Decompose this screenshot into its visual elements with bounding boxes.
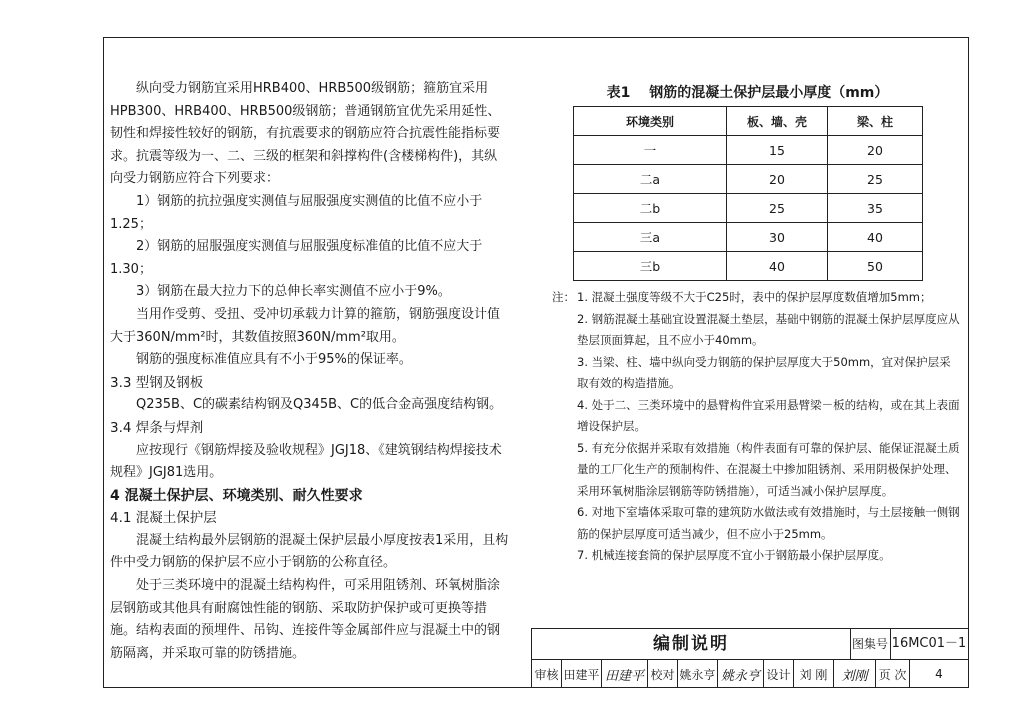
cell-env: 二b xyxy=(574,194,727,223)
heading-4: 4 混凝土保护层、环境类别、耐久性要求 xyxy=(110,487,363,504)
table-row xyxy=(574,194,923,223)
note-item: 6. 对地下室墙体采取可靠的建筑防水做法或有效措施时，与土层接触一侧钢筋的保护层厚度可适当减少，但不应小于25mm。 xyxy=(577,505,960,541)
heading-3-3: 3.3 型钢及钢板 xyxy=(110,374,204,391)
table-row xyxy=(574,223,923,252)
req-item-3: 3）钢筋在最大拉力下的总伸长率实测值不应小于9%。 xyxy=(136,284,451,300)
para-cover: 混凝土结构最外层钢筋的混凝土保护层最小厚度按表1采用，且构件中受力钢筋的保护层不应小于钢筋的公称直径。 xyxy=(110,532,509,571)
check-label: 校对 xyxy=(648,660,678,688)
cell-slab: 30 xyxy=(727,223,828,252)
table-number: 表1 xyxy=(606,85,631,101)
main-text xyxy=(110,78,510,665)
notes-prefix: 注： xyxy=(552,290,575,304)
table-row xyxy=(574,165,923,194)
col-slab: 板、墙、壳 xyxy=(727,107,828,136)
cell-slab: 40 xyxy=(727,252,828,281)
cell-beam: 35 xyxy=(828,194,923,223)
cell-slab: 25 xyxy=(727,194,828,223)
atlas-label: 图集号 xyxy=(850,629,891,659)
req-item-1: 1）钢筋的抗拉强度实测值与屈服强度实测值的比值不应小于1.25； xyxy=(110,193,483,232)
table-header-row xyxy=(574,107,923,136)
para-steel: Q235B、C的碳素结构钢及Q345B、C的低合金高强度结构钢。 xyxy=(136,397,503,413)
note-item: 2. 钢筋混凝土基础宜设置混凝土垫层，基础中钢筋的混凝土保护层厚度应从垫层顶面算起，且不应小于40mm。 xyxy=(577,311,960,347)
title-block xyxy=(531,628,969,688)
cover-table xyxy=(573,106,923,281)
design-signature: 刘刚 xyxy=(834,660,876,688)
title-block-signatures xyxy=(532,660,968,688)
heading-4-1: 4.1 混凝土保护层 xyxy=(110,510,217,527)
design-label: 设计 xyxy=(764,660,794,688)
cell-beam: 20 xyxy=(828,136,923,165)
page-label: 页 次 xyxy=(876,660,910,688)
cell-env: 二a xyxy=(574,165,727,194)
cell-env: 一 xyxy=(574,136,727,165)
para-rebar: 纵向受力钢筋宜采用HRB400、HRB500级钢筋；箍筋宜采用HPB300、HRB400、HRB500级钢筋；普通钢筋宜优先采用延性、韧性和焊接性较好的钢筋，有抗震要求的钢筋应符合抗震性能指标要求。抗震等级为一、二、三级的框架和斜撑构件(含楼梯构件)，其纵向受力钢筋应符合下列要求： xyxy=(110,81,501,187)
heading-3-4: 3.4 焊条与焊剂 xyxy=(110,419,204,436)
table-title xyxy=(535,80,960,106)
para-welding: 应按现行《钢筋焊接及验收规程》JGJ18、《建筑钢结构焊接技术规程》JGJ81选用。 xyxy=(110,442,502,481)
table-section xyxy=(535,80,960,567)
review-signature: 田建平 xyxy=(602,660,648,688)
table-caption: 钢筋的混凝土保护层最小厚度（mm） xyxy=(649,85,889,101)
title-block-top xyxy=(532,629,968,660)
para-strength: 钢筋的强度标准值应具有不小于95%的保证率。 xyxy=(136,352,412,368)
atlas-number: 16MC01－1 xyxy=(891,636,967,651)
cell-beam: 25 xyxy=(828,165,923,194)
cell-beam: 50 xyxy=(828,252,923,281)
table-row xyxy=(574,136,923,165)
note-item: 4. 处于二、三类环境中的悬臂构件宜采用悬臂梁－板的结构，或在其上表面增设保护层。 xyxy=(577,397,960,433)
col-beam: 梁、柱 xyxy=(828,107,923,136)
cell-slab: 20 xyxy=(727,165,828,194)
cell-env: 三a xyxy=(574,223,727,252)
cell-env: 三b xyxy=(574,252,727,281)
table-notes xyxy=(535,287,960,567)
req-item-2: 2）钢筋的屈服强度实测值与屈服强度标准值的比值不应大于1.30； xyxy=(110,239,483,277)
col-env: 环境类别 xyxy=(574,107,727,136)
review-label: 审核 xyxy=(532,660,562,688)
para-stirrup: 当用作受剪、受扭、受冲切承载力计算的箍筋，钢筋强度设计值大于360N/mm²时，其数值按照360N/mm²取用。 xyxy=(110,306,501,345)
cell-slab: 15 xyxy=(727,136,828,165)
table-row xyxy=(574,252,923,281)
para-env3: 处于三类环境中的混凝土结构构件，可采用阻锈剂、环氧树脂涂层钢筋或其他具有耐腐蚀性能的钢筋、采取防护保护或可更换等措施。结构表面的预埋件、吊钩、连接件等金属部件应与混凝土中的钢筋隔离，并采取可靠的防锈措施。 xyxy=(110,578,501,661)
note-item: 注： 1. 混凝土强度等级不大于C25时，表中的保护层厚度数值增加5mm； xyxy=(535,287,960,309)
note-item: 5. 有充分依据并采取有效措施（构件表面有可靠的保护层、能保证混凝土质量的工厂化生产的预制构件、在混凝土中掺加阻锈剂、采用阴极保护处理、采用环氧树脂涂层钢筋等防锈措施），可适当减小保护层厚度。 xyxy=(577,440,960,498)
note-item: 3. 当梁、柱、墙中纵向受力钢筋的保护层厚度大于50mm，宜对保护层采取有效的构造措施。 xyxy=(577,354,951,390)
review-name: 田建平 xyxy=(562,660,602,688)
design-name: 刘 刚 xyxy=(794,660,834,688)
check-signature: 姚永亨 xyxy=(718,660,764,688)
sheet-title: 编制说明 xyxy=(532,629,851,659)
cell-beam: 40 xyxy=(828,223,923,252)
note-item: 7. 机械连接套筒的保护层厚度不宜小于钢筋最小保护层厚度。 xyxy=(577,548,891,562)
page-number: 4 xyxy=(935,667,943,681)
check-name: 姚永亨 xyxy=(678,660,718,688)
